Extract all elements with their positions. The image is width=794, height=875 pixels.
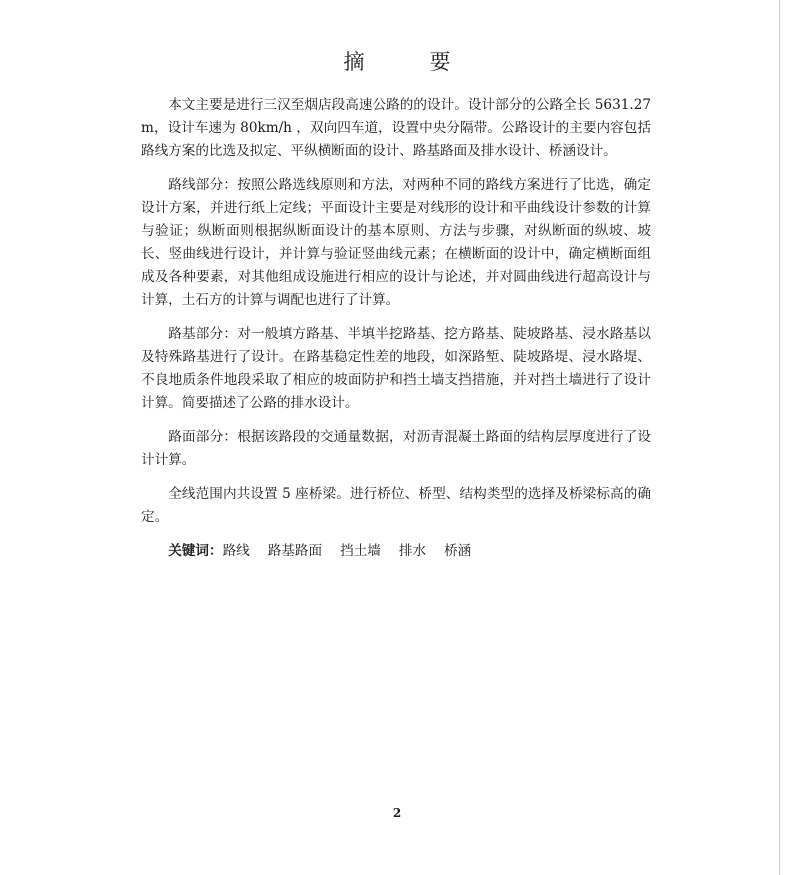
keyword-item: 路线 — [222, 543, 250, 559]
abstract-body — [141, 94, 651, 563]
abstract-title: 摘 要 — [343, 50, 473, 74]
keywords-line — [141, 540, 651, 563]
abstract-paragraph-subgrade: 路基部分：对一般填方路基、半填半挖路基、挖方路基、陡坡路基、浸水路基以及特殊路基进行了设计。在路基稳定性差的地段，如深路堑、陡坡路堤、浸水路堤、不良地质条件地段采取了相应的坡面防护和挡土墙支挡措施，并对挡土墙进行了设计计算。简要描述了公路的排水设计。 — [141, 326, 651, 411]
abstract-paragraph-pavement: 路面部分：根据该路段的交通量数据，对沥青混凝土路面的结构层厚度进行了设计计算。 — [141, 429, 651, 468]
keyword-item: 挡土墙 — [340, 543, 381, 559]
abstract-paragraph-intro: 本文主要是进行三汉至烟店段高速公路的的设计。设计部分的公路全长 5631.27 m，设计车速为 80km/h ，双向四车道，设置中央分隔带。公路设计的主要内容包括路线方案的比选及拟定、平纵横断面的设计、路基路面及排水设计、桥涵设计。 — [141, 97, 651, 159]
abstract-paragraph-bridges: 全线范围内共设置 5 座桥梁。进行桥位、桥型、结构类型的选择及桥梁标高的确定。 — [141, 486, 651, 525]
keyword-item: 路基路面 — [267, 543, 323, 559]
page-number: 2 — [392, 806, 402, 820]
keywords-label: 关键词： — [168, 543, 223, 559]
keyword-item: 桥涵 — [444, 543, 472, 559]
abstract-paragraph-route: 路线部分：按照公路选线原则和方法，对两种不同的路线方案进行了比选，确定设计方案，并进行纸上定线；平面设计主要是对线形的设计和平曲线设计参数的计算与验证；纵断面则根据纵断面设计的基本原则、方法与步骤，对纵断面的纵坡、坡长、竖曲线进行设计，并计算与验证竖曲线元素；在横断面的设计中，确定横断面组成及各种要素，对其他组成设施进行相应的设计与论述，并对圆曲线进行超高设计与计算，土石方的计算与调配也进行了计算。 — [141, 177, 651, 308]
page-edge-divider — [779, 0, 780, 875]
keyword-item: 排水 — [398, 543, 427, 559]
